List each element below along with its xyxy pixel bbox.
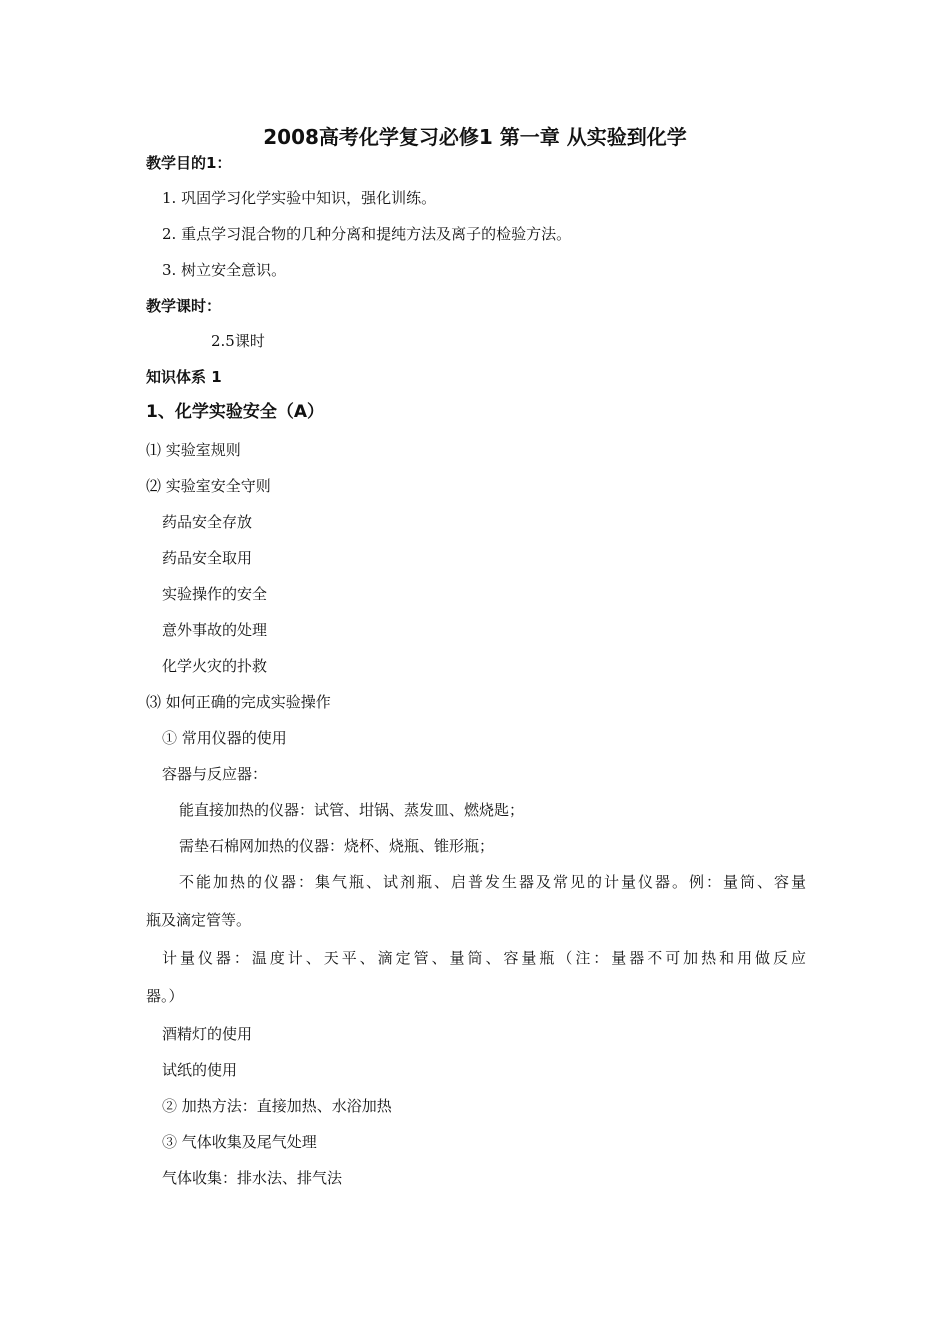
knowledge-system-heading: 知识体系 1: [146, 368, 222, 386]
outline-line: 意外事故的处理: [162, 621, 268, 639]
paragraph-line: 不能加热的仪器：集气瓶、试剂瓶、启普发生器及常见的计量仪器。例：量筒、容量: [179, 873, 806, 891]
document-title: 2008高考化学复习必修1 第一章 从实验到化学: [263, 125, 687, 149]
outline-line: ③ 气体收集及尾气处理: [162, 1133, 317, 1151]
outline-line: ⑵ 实验室安全守则: [146, 477, 271, 495]
outline-line: 化学火灾的扑救: [162, 657, 268, 675]
objective-item: 2. 重点学习混合物的几种分离和提纯方法及离子的检验方法。: [162, 225, 572, 243]
outline-line: 容器与反应器：: [162, 765, 268, 783]
outline-line: ⑶ 如何正确的完成实验操作: [146, 693, 331, 711]
outline-line: 气体收集：排水法、排气法: [162, 1169, 343, 1187]
paragraph-line: 瓶及滴定管等。: [146, 911, 252, 929]
outline-line: ① 常用仪器的使用: [162, 729, 287, 747]
outline-line: 能直接加热的仪器：试管、坩锅、蒸发皿、燃烧匙；: [179, 801, 525, 819]
objectives-heading: 教学目的1：: [146, 154, 232, 172]
outline-line: ⑴ 实验室规则: [146, 441, 241, 459]
outline-line: 试纸的使用: [162, 1061, 238, 1079]
objective-item: 3. 树立安全意识。: [162, 261, 287, 279]
outline-line: 药品安全取用: [162, 549, 253, 567]
objective-item: 1. 巩固学习化学实验中知识，强化训练。: [162, 189, 437, 207]
hours-value: 2.5课时: [211, 332, 265, 350]
outline-line: 药品安全存放: [162, 513, 253, 531]
outline-line: ② 加热方法：直接加热、水浴加热: [162, 1097, 392, 1115]
outline-line: 需垫石棉网加热的仪器：烧杯、烧瓶、锥形瓶；: [179, 837, 495, 855]
paragraph-line: 器。）: [146, 987, 184, 1005]
outline-line: 酒精灯的使用: [162, 1025, 253, 1043]
paragraph-line: 计量仪器：温度计、天平、滴定管、量筒、容量瓶（注：量器不可加热和用做反应: [162, 949, 806, 967]
section-heading: 1、化学实验安全（A）: [146, 402, 324, 422]
hours-heading: 教学课时：: [146, 297, 222, 315]
outline-line: 实验操作的安全: [162, 585, 268, 603]
